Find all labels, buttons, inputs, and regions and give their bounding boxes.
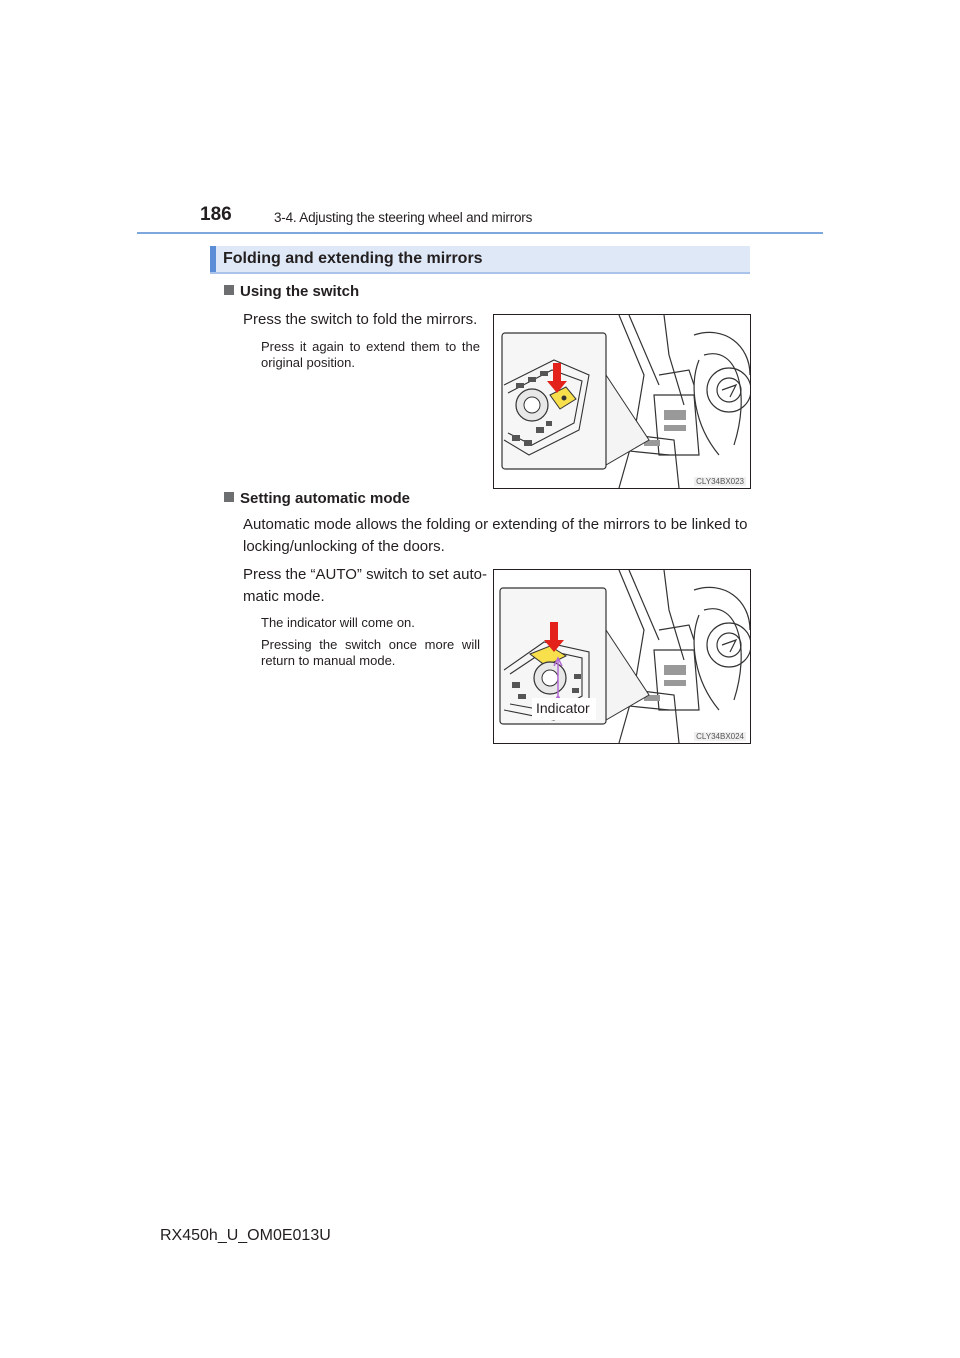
section-header (210, 246, 750, 274)
indicator-note: The indicator will come on. (261, 615, 415, 630)
indicator-label: Indicator (536, 700, 590, 716)
manual-mode-note: Pressing the switch once more will return to manual mode. (261, 637, 480, 668)
mirror-switch-illustration (494, 315, 750, 488)
subheading-using-switch (224, 283, 359, 300)
figure-auto-switch (493, 569, 751, 744)
subheading-text: Using the switch (240, 283, 360, 300)
square-bullet-icon (224, 492, 234, 502)
figure-mirror-switch (493, 314, 751, 489)
section-title: Folding and extending the mirrors (223, 250, 483, 267)
model-code: RX450h_U_OM0E013U (160, 1227, 331, 1244)
extend-note: Press it again to extend them to the original position. (261, 339, 480, 370)
auto-instruction-line2: matic mode. (243, 588, 325, 605)
chapter-title: 3-4. Adjusting the steering wheel and mirrors (274, 210, 533, 225)
auto-mode-intro: Automatic mode allows the folding or extending of the mirrors to be linked to locking/unlocking of the doors. (243, 516, 748, 555)
figure-code: CLY34BX023 (696, 477, 744, 486)
auto-instruction-line1: Press the “AUTO” switch to set auto- (243, 566, 487, 583)
square-bullet-icon (224, 285, 234, 295)
section-underline (210, 272, 750, 274)
auto-switch-illustration (494, 570, 750, 743)
subheading-text: Setting automatic mode (240, 490, 411, 507)
figure-code: CLY34BX024 (696, 732, 744, 741)
fold-instruction: Press the switch to fold the mirrors. (243, 311, 478, 328)
section-accent (210, 246, 216, 274)
page-number: 186 (200, 204, 232, 225)
subheading-automatic-mode (224, 490, 410, 507)
header-rule (137, 232, 823, 234)
